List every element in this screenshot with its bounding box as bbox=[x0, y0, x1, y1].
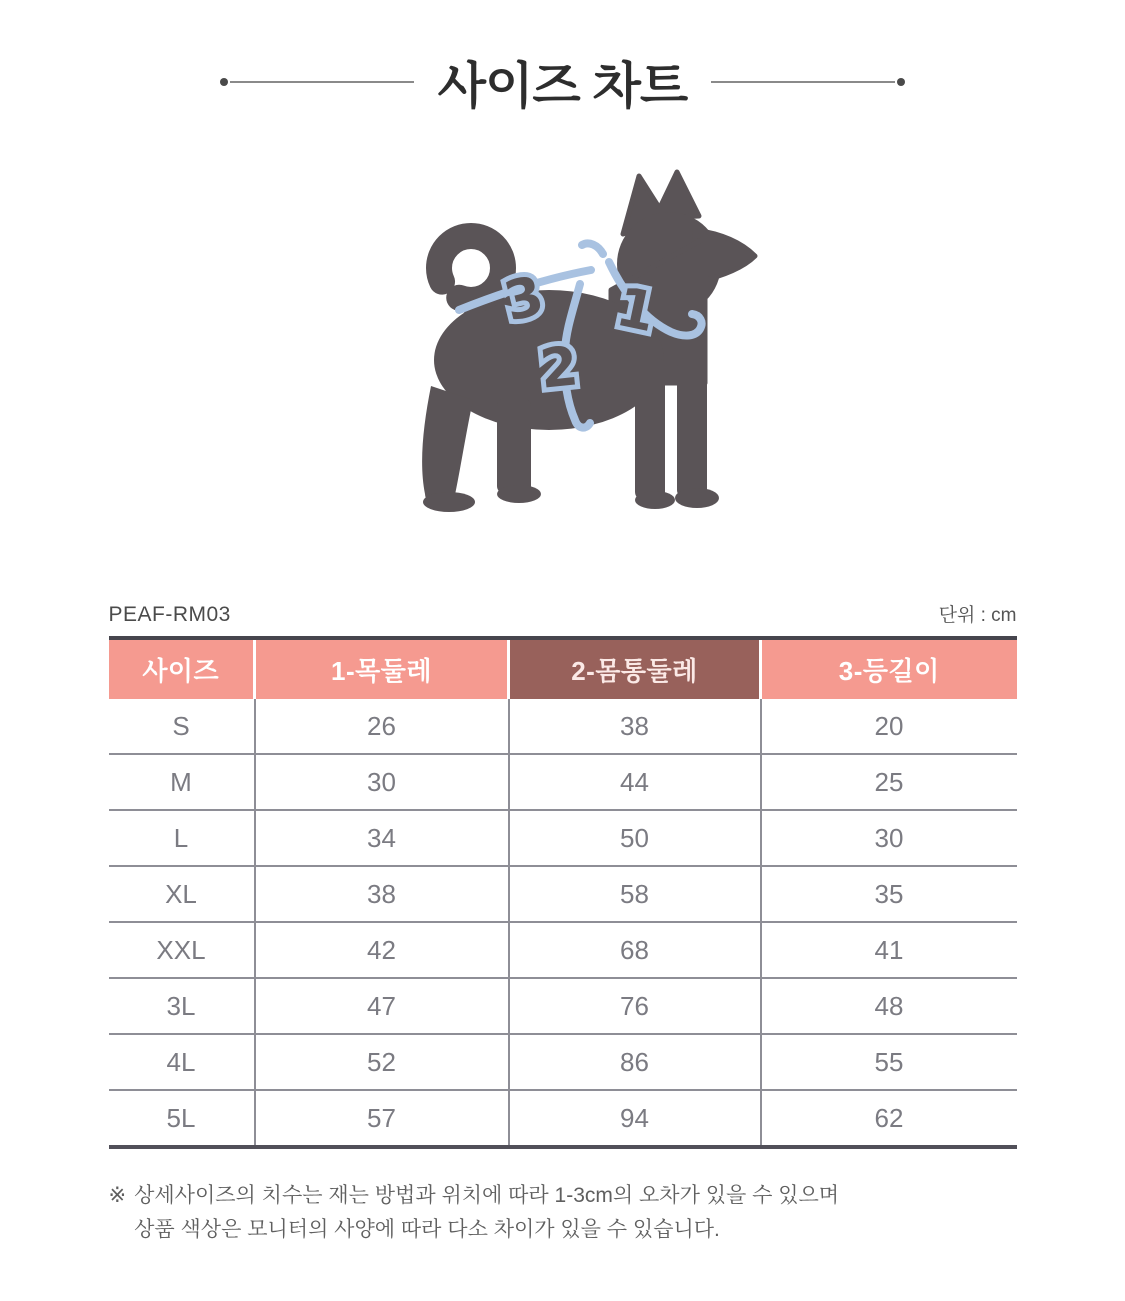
chest-cell: 86 bbox=[509, 1034, 761, 1090]
size-cell: XXL bbox=[109, 922, 255, 978]
neck-cell: 34 bbox=[255, 810, 509, 866]
chest-cell: 94 bbox=[509, 1090, 761, 1147]
product-code: PEAF-RM03 bbox=[108, 603, 231, 626]
decor-dot-icon bbox=[220, 78, 228, 86]
table-row bbox=[109, 922, 1017, 978]
table-row bbox=[109, 754, 1017, 810]
back-cell: 62 bbox=[761, 1090, 1017, 1147]
page-title: 사이즈 차트 bbox=[437, 58, 688, 114]
page-header bbox=[0, 46, 1125, 118]
footnote-text bbox=[134, 1179, 1016, 1246]
dog-silhouette-icon bbox=[379, 168, 779, 548]
size-table bbox=[109, 636, 1017, 1149]
neck-cell: 57 bbox=[255, 1090, 509, 1147]
footnote bbox=[109, 1179, 1017, 1246]
size-cell: 3L bbox=[109, 978, 255, 1034]
measure-label-2: 2 bbox=[536, 334, 581, 401]
size-cell: L bbox=[109, 810, 255, 866]
header-row bbox=[109, 638, 1017, 699]
back-cell: 25 bbox=[761, 754, 1017, 810]
size-chart-page bbox=[0, 46, 1125, 1301]
size-cell: 4L bbox=[109, 1034, 255, 1090]
measure-label-3: 3 bbox=[497, 263, 550, 334]
chest-cell: 58 bbox=[509, 866, 761, 922]
col-header-neck: 1-목둘레 bbox=[255, 638, 509, 699]
back-cell: 55 bbox=[761, 1034, 1017, 1090]
size-cell: XL bbox=[109, 866, 255, 922]
back-cell: 30 bbox=[761, 810, 1017, 866]
decor-line bbox=[230, 81, 414, 83]
back-cell: 35 bbox=[761, 866, 1017, 922]
measurement-diagram bbox=[0, 168, 1125, 548]
size-cell: S bbox=[109, 699, 255, 754]
decor-dot-icon bbox=[897, 78, 905, 86]
table-row bbox=[109, 699, 1017, 754]
neck-cell: 47 bbox=[255, 978, 509, 1034]
chest-cell: 38 bbox=[509, 699, 761, 754]
back-cell: 41 bbox=[761, 922, 1017, 978]
neck-cell: 42 bbox=[255, 922, 509, 978]
chest-cell: 50 bbox=[509, 810, 761, 866]
chest-cell: 44 bbox=[509, 754, 761, 810]
unit-label: 단위 : cm bbox=[938, 605, 1017, 626]
title-decor-right bbox=[711, 78, 905, 86]
table-row bbox=[109, 1090, 1017, 1147]
chest-cell: 68 bbox=[509, 922, 761, 978]
decor-line bbox=[711, 81, 895, 83]
neck-cell: 52 bbox=[255, 1034, 509, 1090]
col-header-size: 사이즈 bbox=[109, 638, 255, 699]
footnote-line-2: 상품 색상은 모니터의 사양에 따라 다소 차이가 있을 수 있습니다. bbox=[134, 1217, 720, 1241]
footnote-marker: ※ bbox=[108, 1184, 127, 1207]
size-cell: M bbox=[109, 754, 255, 810]
title-decor-left bbox=[220, 78, 414, 86]
footnote-line-1: 상세사이즈의 치수는 재는 방법과 위치에 따라 1-3cm의 오차가 있을 수 있으며 bbox=[134, 1184, 840, 1207]
neck-cell: 26 bbox=[255, 699, 509, 754]
chest-cell: 76 bbox=[509, 978, 761, 1034]
neck-cell: 38 bbox=[255, 866, 509, 922]
back-cell: 48 bbox=[761, 978, 1017, 1034]
table-row bbox=[109, 978, 1017, 1034]
neck-cell: 30 bbox=[255, 754, 509, 810]
table-meta bbox=[109, 600, 1017, 627]
size-table-section bbox=[109, 600, 1017, 1149]
table-row bbox=[109, 866, 1017, 922]
measure-label-1: 1 bbox=[610, 274, 661, 345]
back-cell: 20 bbox=[761, 699, 1017, 754]
table-row bbox=[109, 810, 1017, 866]
size-cell: 5L bbox=[109, 1090, 255, 1147]
col-header-chest: 2-몸통둘레 bbox=[509, 638, 761, 699]
col-header-back: 3-등길이 bbox=[761, 638, 1017, 699]
table-row bbox=[109, 1034, 1017, 1090]
